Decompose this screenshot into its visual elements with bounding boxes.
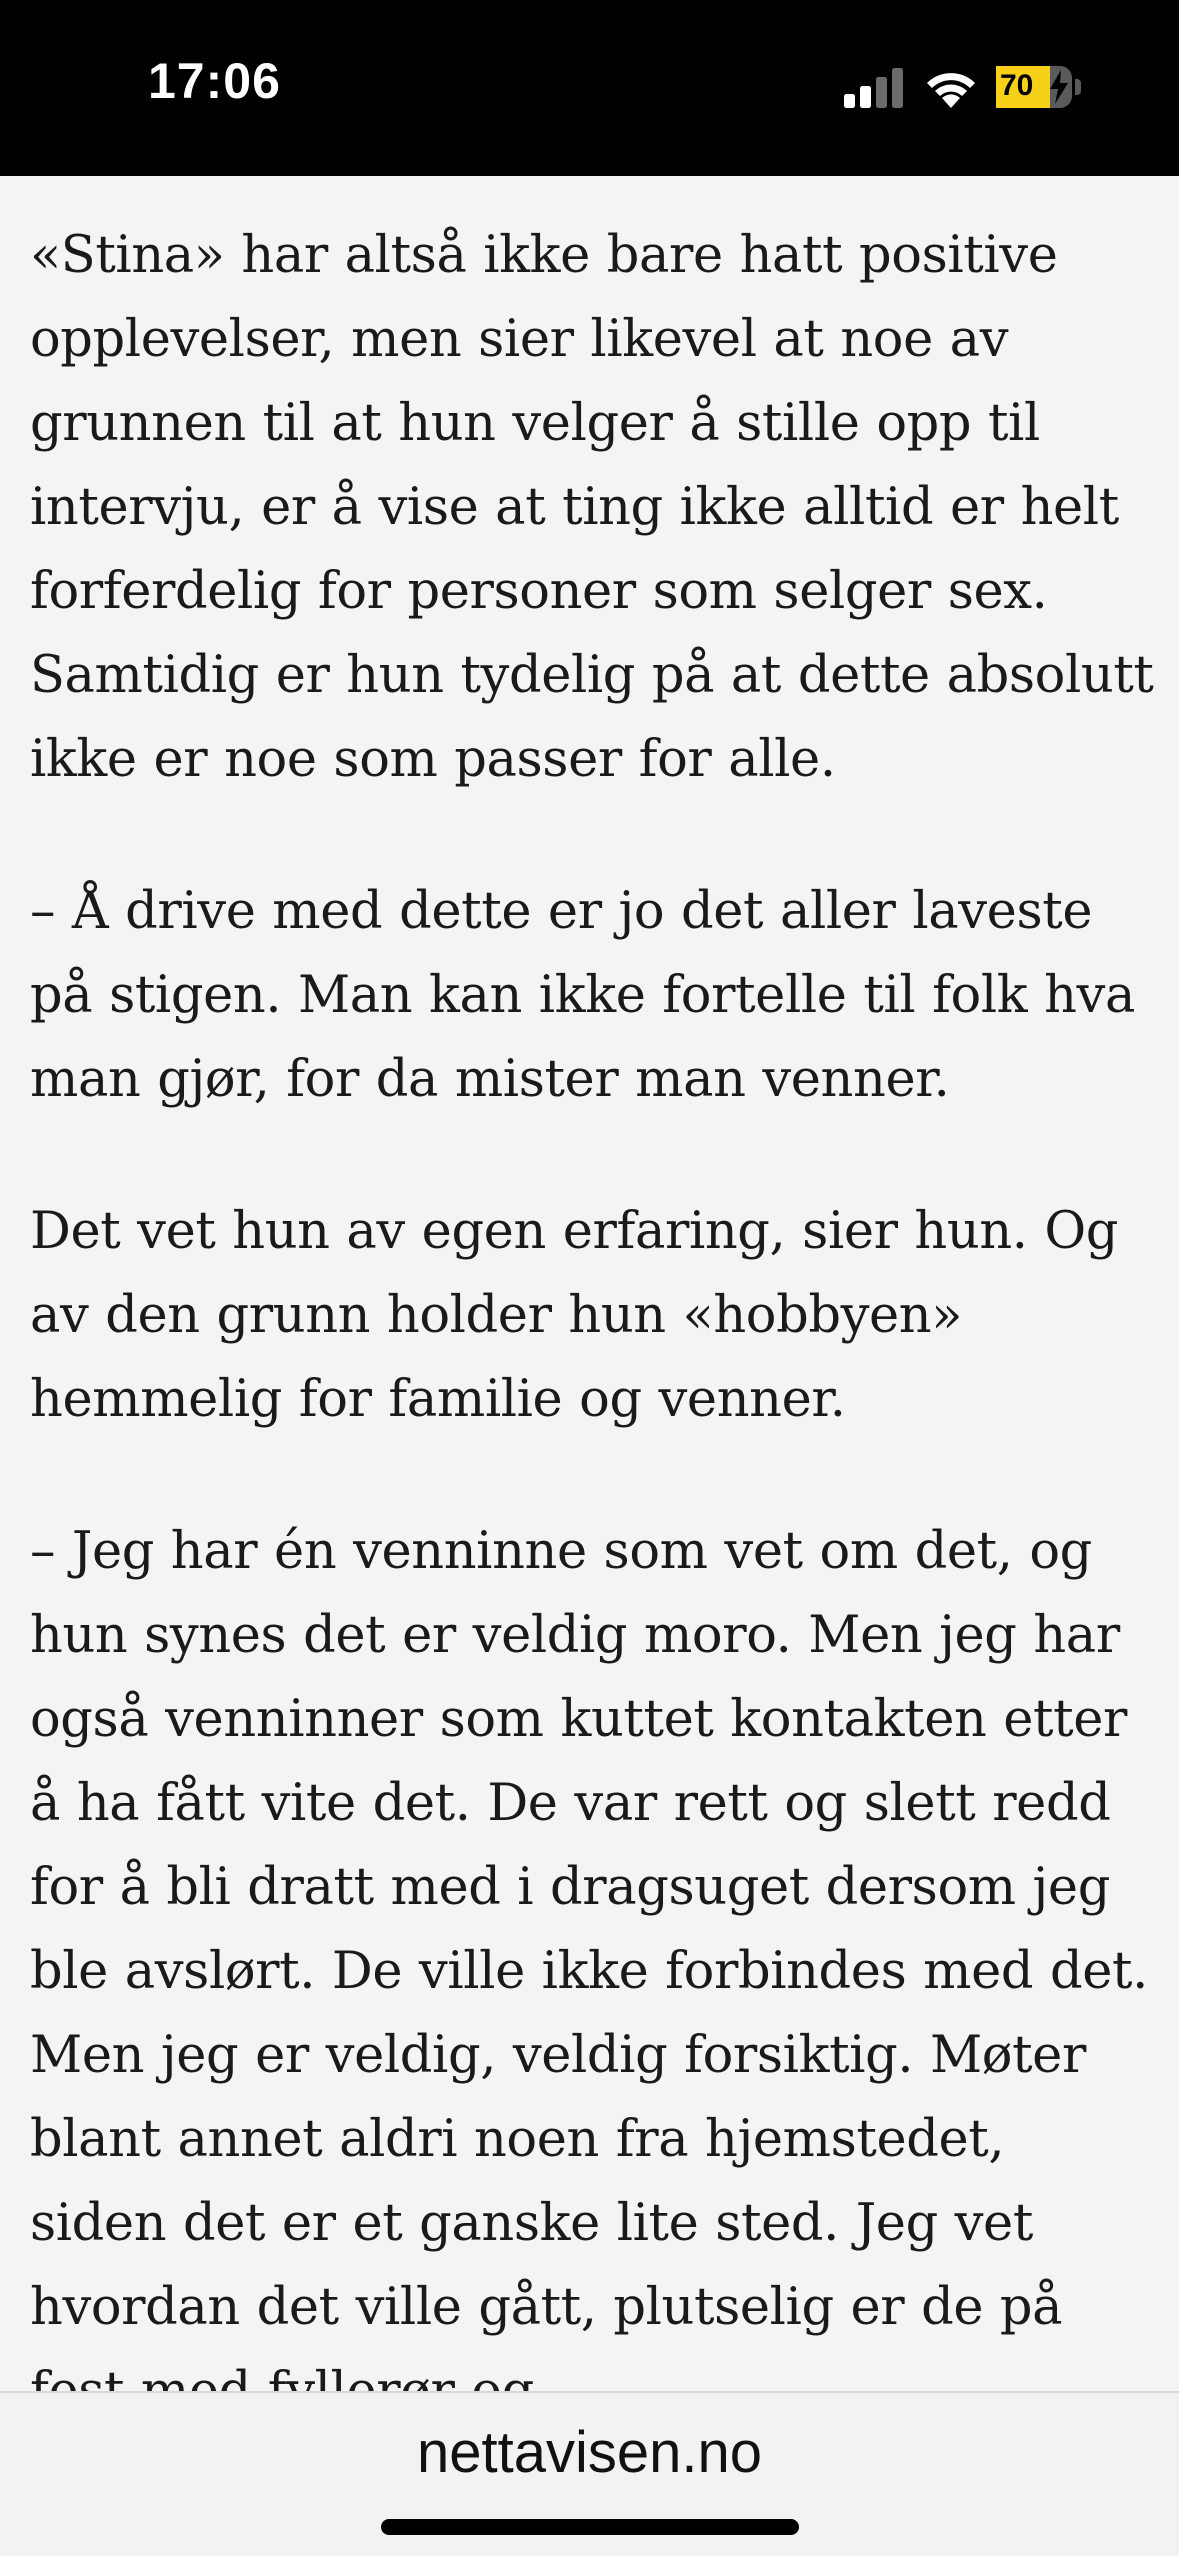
- article-paragraph-1: «Stina» har altså ikke bare hatt positive opplevelser, men sier likevel at noe av grunnen til at hun velger å stille opp til intervju, er å vise at ting ikke alltid er helt forferdelig for personer som selger sex. Samtidig er hun tydelig på at dette absolutt ikke er noe som passer for alle.: [30, 226, 1154, 789]
- article-paragraph-4: – Jeg har én venninne som vet om det, og hun synes det er veldig moro. Men jeg har også venninner som kuttet kontakten etter å ha fått vite det. De var rett og slett redd for å bli dratt med i dragsuget dersom jeg ble avslørt. De ville ikke forbindes med det. Men jeg er veldig, veldig forsiktig. Møter blant annet aldri noen fra hjemstedet, siden det er et ganske lite sted. Jeg vet hvordan det ville gått, plutselig er de på: [30, 1522, 1148, 2337]
- battery-body: [996, 66, 1072, 108]
- battery-cap: [1075, 79, 1081, 95]
- battery-level: 70: [1000, 69, 1034, 102]
- cellular-signal-icon: [844, 68, 906, 108]
- home-indicator[interactable]: [381, 2519, 799, 2535]
- article-content: [0, 176, 1179, 2434]
- browser-address-bar[interactable]: [0, 2391, 1179, 2556]
- battery-charging-icon: [996, 66, 1082, 108]
- charging-bolt-icon: [1048, 70, 1070, 104]
- article-paragraph-3: Det vet hun av egen erfaring, sier hun. Og av den grunn holder hun «hobbyen» hemmelig for familie og venner.: [30, 1202, 1119, 1429]
- status-bar: [0, 0, 1179, 176]
- article-body[interactable]: [0, 176, 1179, 2391]
- wifi-icon: [922, 64, 980, 108]
- url-text[interactable]: nettavisen.no: [416, 2420, 763, 2485]
- article-paragraph-2: – Å drive med dette er jo det aller laveste på stigen. Man kan ikke fortelle til folk hva man gjør, for da mister man venner.: [30, 882, 1135, 1109]
- status-time: 17:06: [148, 53, 281, 109]
